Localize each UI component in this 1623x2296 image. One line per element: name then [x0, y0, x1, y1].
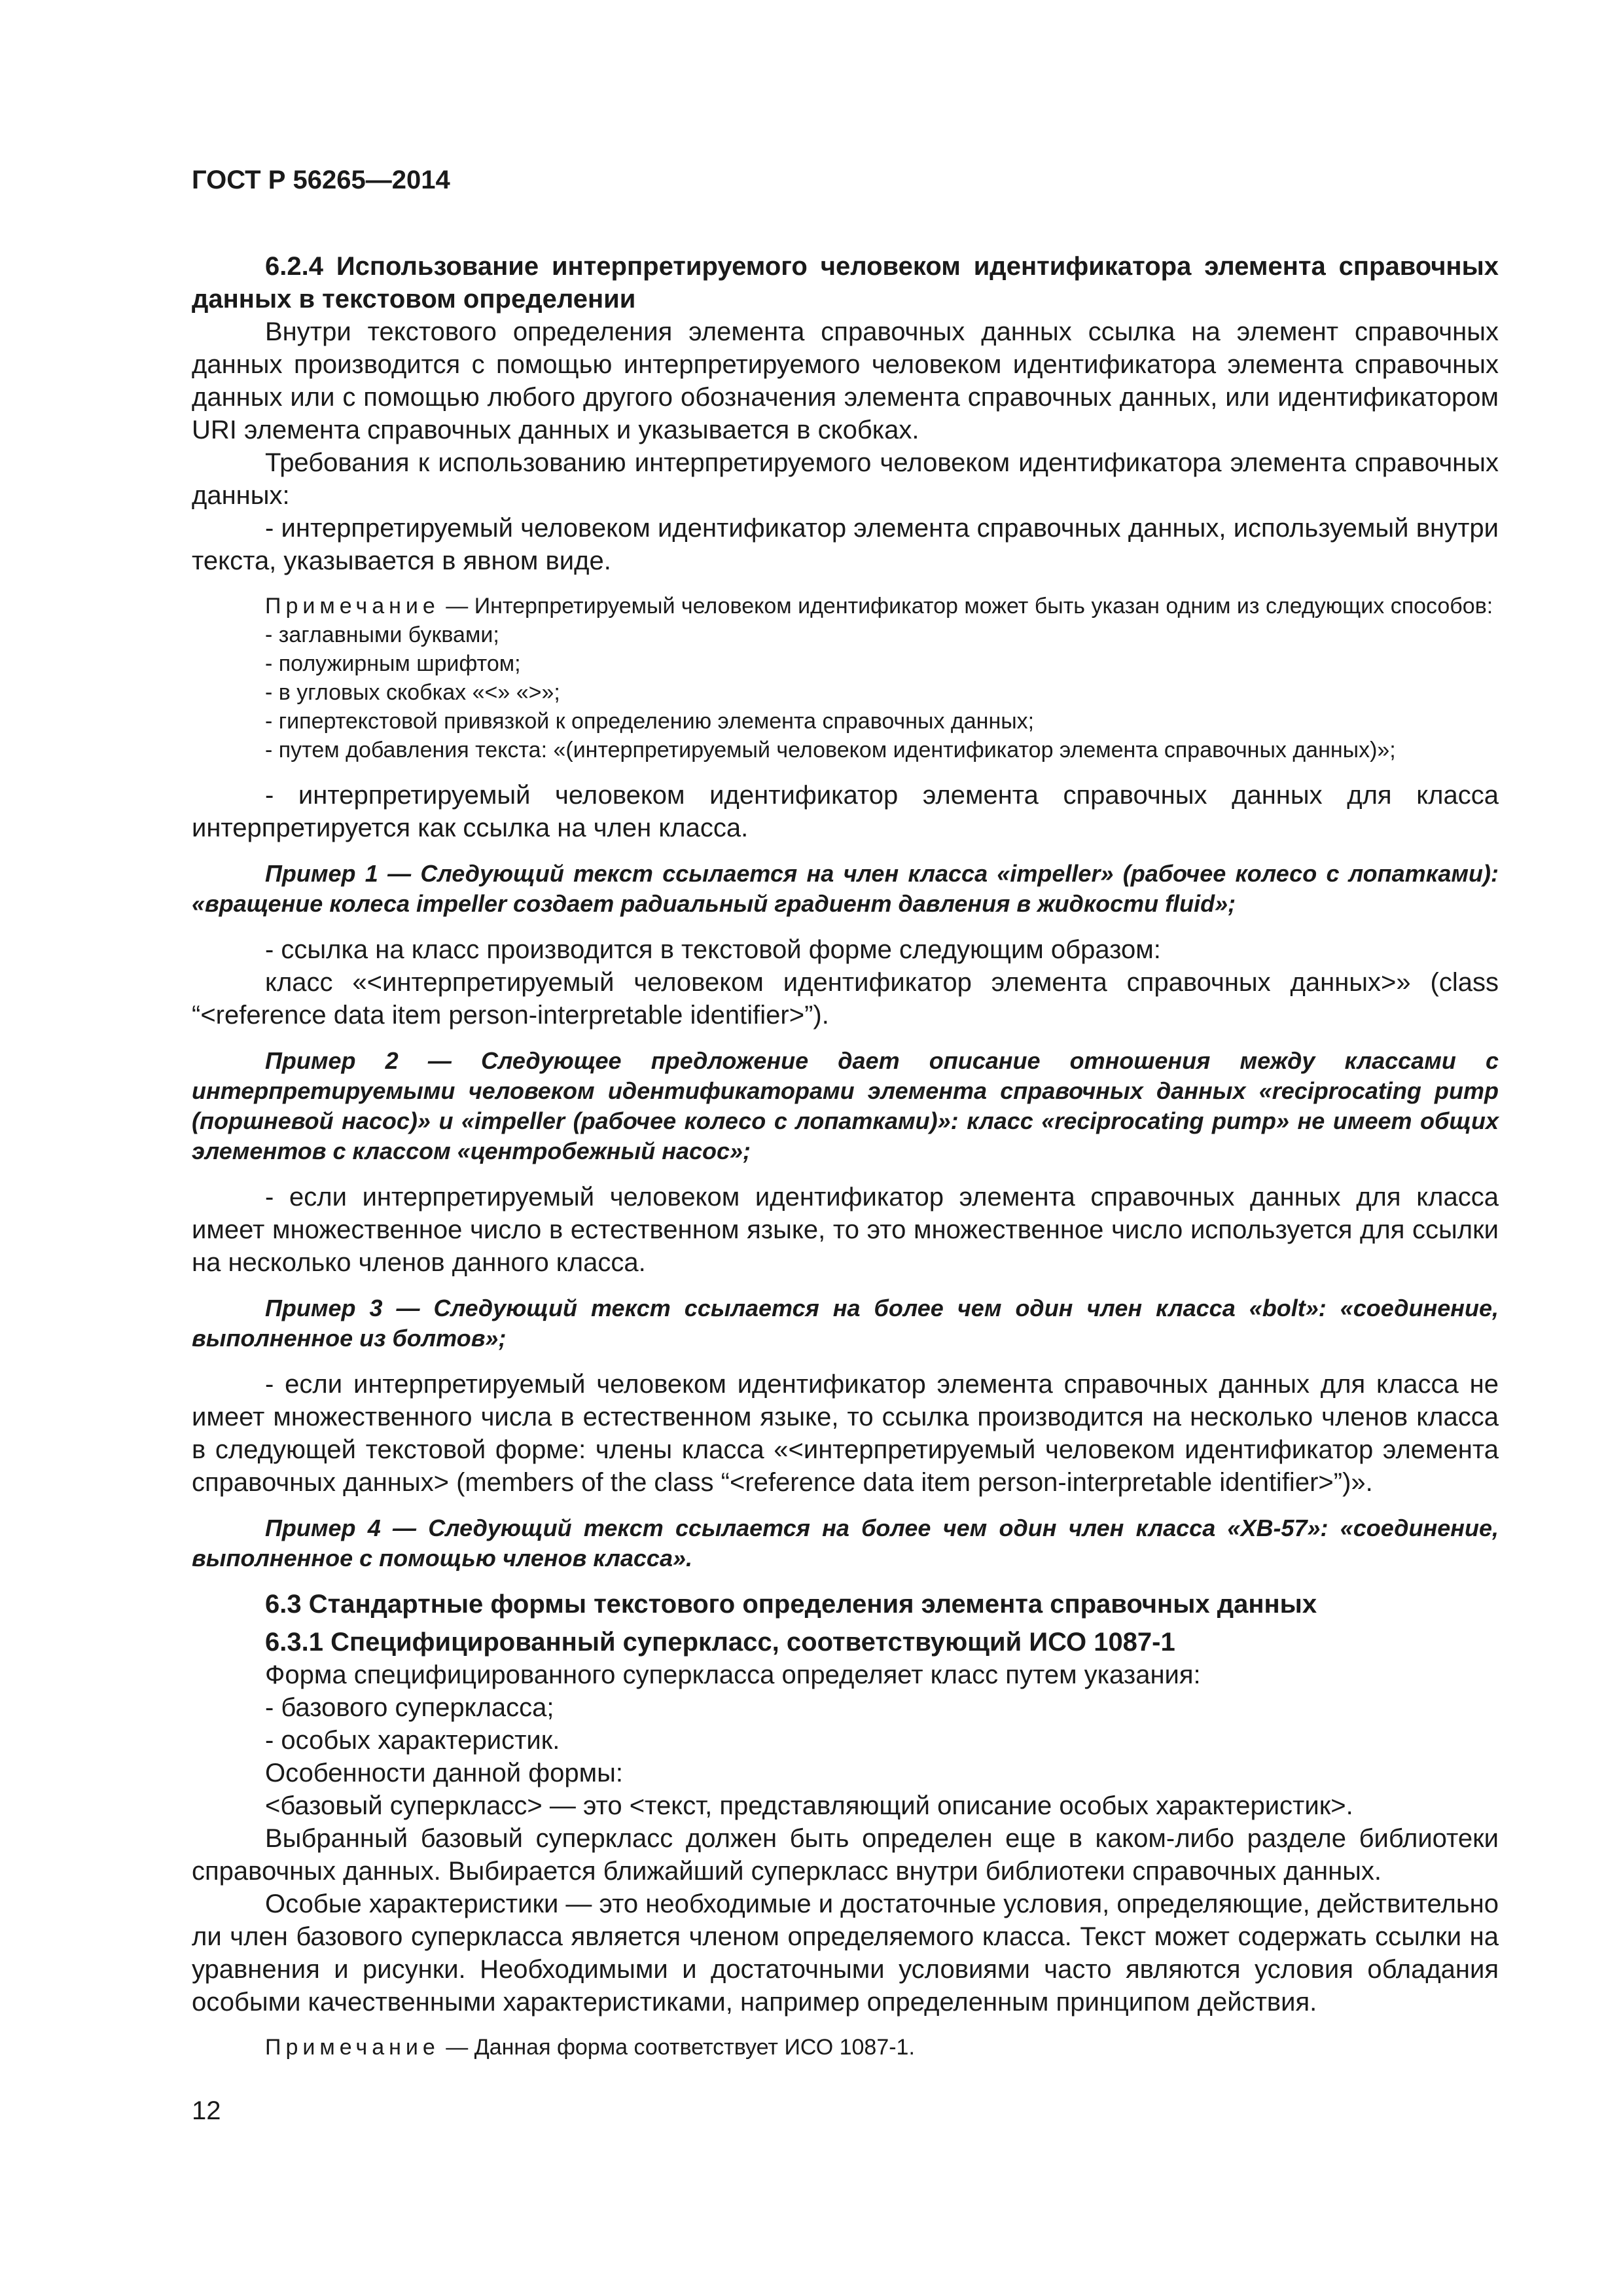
paragraph: Особые характеристики — это необходимые и достаточные условия, определяющие, действительно ли член базового суперкласса является членом определяемого класса. Текст может содержать ссылки на уравнения и рисунки. Необходимыми и достаточными условиями часто являются условия обладания особыми качественными характеристиками, например определенным принципом действия.	[192, 1890, 1499, 2017]
paragraph: - интерпретируемый человеком идентификатор элемента справочных данных для класса интерпретируется как ссылка на член класса.	[192, 781, 1499, 842]
paragraph: Особенности данной формы:	[265, 1759, 623, 1787]
note-list-item: - в угловых скобках «<» «>»;	[265, 680, 560, 705]
note-label: Примечание	[265, 594, 440, 619]
paragraph: Требования к использованию интерпретируемого человеком идентификатора элемента справочных данных:	[192, 448, 1499, 510]
section-6-3-heading: 6.3 Стандартные формы текстового определения элемента справочных данных	[265, 1590, 1317, 1619]
example-2: Пример 2 — Следующее предложение дает описание отношения между классами с интерпретируемыми человеком идентификаторами элемента справочных данных «reciprocating pump (поршневой насос)» и «impeller (рабочее колесо с лопатками)»: класс «reciprocating pump» не имеет общих элементов с классом «центробежный насос»;	[192, 1047, 1499, 1164]
section-6-3-1-heading: 6.3.1 Специфицированный суперкласс, соответствующий ИСО 1087-1	[265, 1628, 1175, 1657]
note-paragraph	[192, 2033, 1499, 2062]
note-label: Примечание	[265, 2035, 440, 2060]
note-list-item: - путем добавления текста: «(интерпретируемый человеком идентификатор элемента справочных данных)»;	[265, 738, 1396, 762]
paragraph: - базового суперкласса;	[265, 1693, 554, 1722]
note-list-item: - гипертекстовой привязкой к определению элемента справочных данных;	[265, 709, 1035, 734]
page-number: 12	[192, 2096, 221, 2125]
paragraph: Внутри текстового определения элемента справочных данных ссылка на элемент справочных данных производится с помощью интерпретируемого человеком идентификатора элемента справочных данных или с помощью любого другого обозначения элемента справочных данных, или идентификатором URI элемента справочных данных и указывается в скобках.	[192, 317, 1499, 444]
document-header: ГОСТ Р 56265—2014	[192, 166, 450, 194]
paragraph: - интерпретируемый человеком идентификатор элемента справочных данных, используемый внутри текста, указывается в явном виде.	[192, 514, 1499, 575]
example-1: Пример 1 — Следующий текст ссылается на член класса «impeller» (рабочее колесо с лопатками): «вращение колеса impeller создает радиальный градиент давления в жидкости fluid»;	[192, 860, 1499, 917]
paragraph: - если интерпретируемый человеком идентификатор элемента справочных данных для класса имеет множественное число в естественном языке, то это множественное число используется для ссылки на несколько членов данного класса.	[192, 1183, 1499, 1277]
paragraph: - ссылка на класс производится в текстовой форме следующим образом:	[265, 935, 1161, 964]
note-text: — Интерпретируемый человеком идентификатор может быть указан одним из следующих способов:	[439, 594, 1493, 619]
example-4: Пример 4 — Следующий текст ссылается на более чем один член класса «XB-57»: «соединение, выполненное с помощью членов класса».	[192, 1515, 1499, 1571]
note-list-item: - заглавными буквами;	[265, 622, 499, 647]
note-block	[192, 592, 1499, 764]
note-list	[192, 620, 1499, 764]
paragraph: Форма специфицированного суперкласса определяет класс путем указания:	[265, 1660, 1201, 1689]
paragraph: класс «<интерпретируемый человеком идентификатор элемента справочных данных>» (class “<reference data item person-interpretable identifier>”).	[192, 968, 1499, 1030]
note-paragraph	[192, 592, 1499, 620]
paragraph: - особых характеристик.	[265, 1726, 560, 1755]
paragraph: - если интерпретируемый человеком идентификатор элемента справочных данных для класса не имеет множественного числа в естественном языке, то ссылка производится на несколько членов класса в следующей текстовой форме: члены класса «<интерпретируемый человеком идентификатор элемента справочных данных> (members of the class “<reference data item person-interpretable identifier>”)».	[192, 1370, 1499, 1497]
note-list-item: - полужирным шрифтом;	[265, 651, 521, 676]
section-6-2-4-heading: 6.2.4 Использование интерпретируемого человеком идентификатора элемента справочных данных в текстовом определении	[192, 252, 1499, 314]
paragraph: <базовый суперкласс> — это <текст, представляющий описание особых характеристик>.	[265, 1791, 1353, 1820]
example-3: Пример 3 — Следующий текст ссылается на более чем один член класса «bolt»: «соединение, выполненное из болтов»;	[192, 1295, 1499, 1352]
note-text: — Данная форма соответствует ИСО 1087-1.	[439, 2035, 915, 2060]
paragraph: Выбранный базовый суперкласс должен быть определен еще в каком-либо разделе библиотеки справочных данных. Выбирается ближайший суперкласс внутри библиотеки справочных данных.	[192, 1824, 1499, 1886]
